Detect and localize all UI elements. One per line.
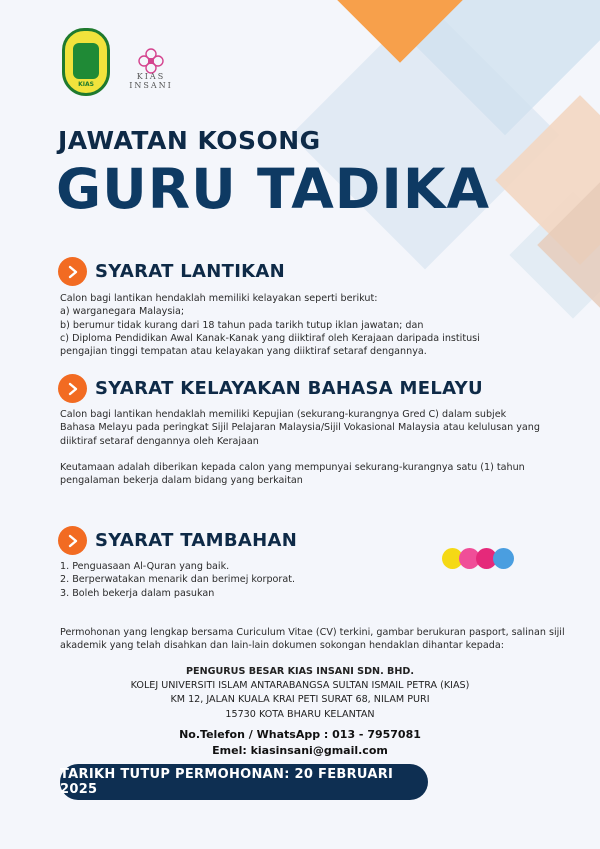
text-line: Calon bagi lantikan hendaklah memiliki kelayakan seperti berikut:: [60, 293, 378, 304]
deadline-banner: TARIKH TUTUP PERMOHONAN: 20 FEBRUARI 2025: [60, 764, 428, 800]
phone-number: No.Telefon / WhatsApp : 013 - 7957081: [179, 728, 421, 741]
text-line: akademik yang telah disahkan dan lain-lain dokumen sokongan hendaklan dihantar kepada:: [60, 640, 504, 652]
list-item: 1. Penguasaan Al-Quran yang baik.: [60, 561, 230, 572]
contact-block: [0, 727, 600, 759]
section-title: SYARAT TAMBAHAN: [95, 530, 298, 551]
text-line: diiktiraf setaraf dengannya oleh Kerajaan: [60, 435, 259, 447]
text-line: pengalaman bekerja dalam bidang yang berkaitan: [60, 475, 303, 487]
address-line: KM 12, JALAN KUALA KRAI PETI SURAT 68, NILAM PURI: [170, 694, 430, 706]
decor-dots: [446, 548, 514, 569]
kias-insani-logo: [118, 28, 184, 94]
section-heading-syarat-lantikan: [58, 257, 285, 286]
address-line: 15730 KOTA BHARU KELANTAN: [225, 708, 375, 720]
kias-insani-logo-text: KIAS INSANI: [129, 72, 173, 90]
email-address: Emel: kiasinsani@gmail.com: [212, 744, 388, 757]
section-heading-syarat-tambahan: [58, 526, 297, 555]
page-subtitle: JAWATAN KOSONG: [58, 126, 321, 155]
chevron-right-icon: [58, 374, 87, 403]
kias-logo-text: KIAS: [78, 81, 94, 88]
application-instructions: [60, 626, 580, 653]
dot: [493, 548, 514, 569]
text-line: pengajian tinggi tempatan atau kelayakan yang diiktiraf setaraf dengannya.: [60, 346, 427, 358]
page-title: GURU TADIKA: [56, 157, 491, 221]
section-body: [60, 461, 560, 488]
organization-name: PENGURUS BESAR KIAS INSANI SDN. BHD.: [185, 666, 415, 677]
section-body: [60, 292, 560, 358]
chevron-right-icon: [58, 257, 87, 286]
text-line: b) berumur tidak kurang dari 18 tahun pada tarikh tutup iklan jawatan; dan: [60, 319, 424, 331]
text-line: Keutamaan adalah diberikan kepada calon yang mempunyai sekurang-kurangnya satu (1) tahun: [60, 462, 525, 473]
text-line: c) Diploma Pendidikan Awal Kanak-Kanak yang diiktiraf oleh Kerajaan daripada institusi: [60, 332, 480, 344]
section-body: [60, 408, 560, 448]
chevron-right-icon: [58, 526, 87, 555]
list-item: 3. Boleh bekerja dalam pasukan: [60, 587, 215, 599]
text-line: Calon bagi lantikan hendaklah memiliki Kepujian (sekurang-kurangnya Gred C) dalam subjek: [60, 409, 507, 420]
text-line: Permohonan yang lengkap bersama Curiculum Vitae (CV) terkini, gambar berukuran pasport, salinan sijil: [60, 627, 565, 638]
section-title: SYARAT KELAYAKAN BAHASA MELAYU: [95, 378, 483, 399]
crest-icon: [73, 43, 99, 79]
section-heading-bahasa-melayu: [58, 374, 483, 403]
list-item: 2. Berperwatakan menarik dan berimej korporat.: [60, 574, 296, 586]
address-line: KOLEJ UNIVERSITI ISLAM ANTARABANGSA SULTAN ISMAIL PETRA (KIAS): [130, 680, 470, 692]
section-title: SYARAT LANTIKAN: [95, 261, 286, 282]
text-line: a) warganegara Malaysia;: [60, 306, 185, 318]
address-block: [0, 665, 600, 722]
kias-logo: [62, 28, 110, 96]
text-line: Bahasa Melayu pada peringkat Sijil Pelajaran Malaysia/Sijil Vokasional Malaysia atau kelulusan yang: [60, 422, 540, 434]
